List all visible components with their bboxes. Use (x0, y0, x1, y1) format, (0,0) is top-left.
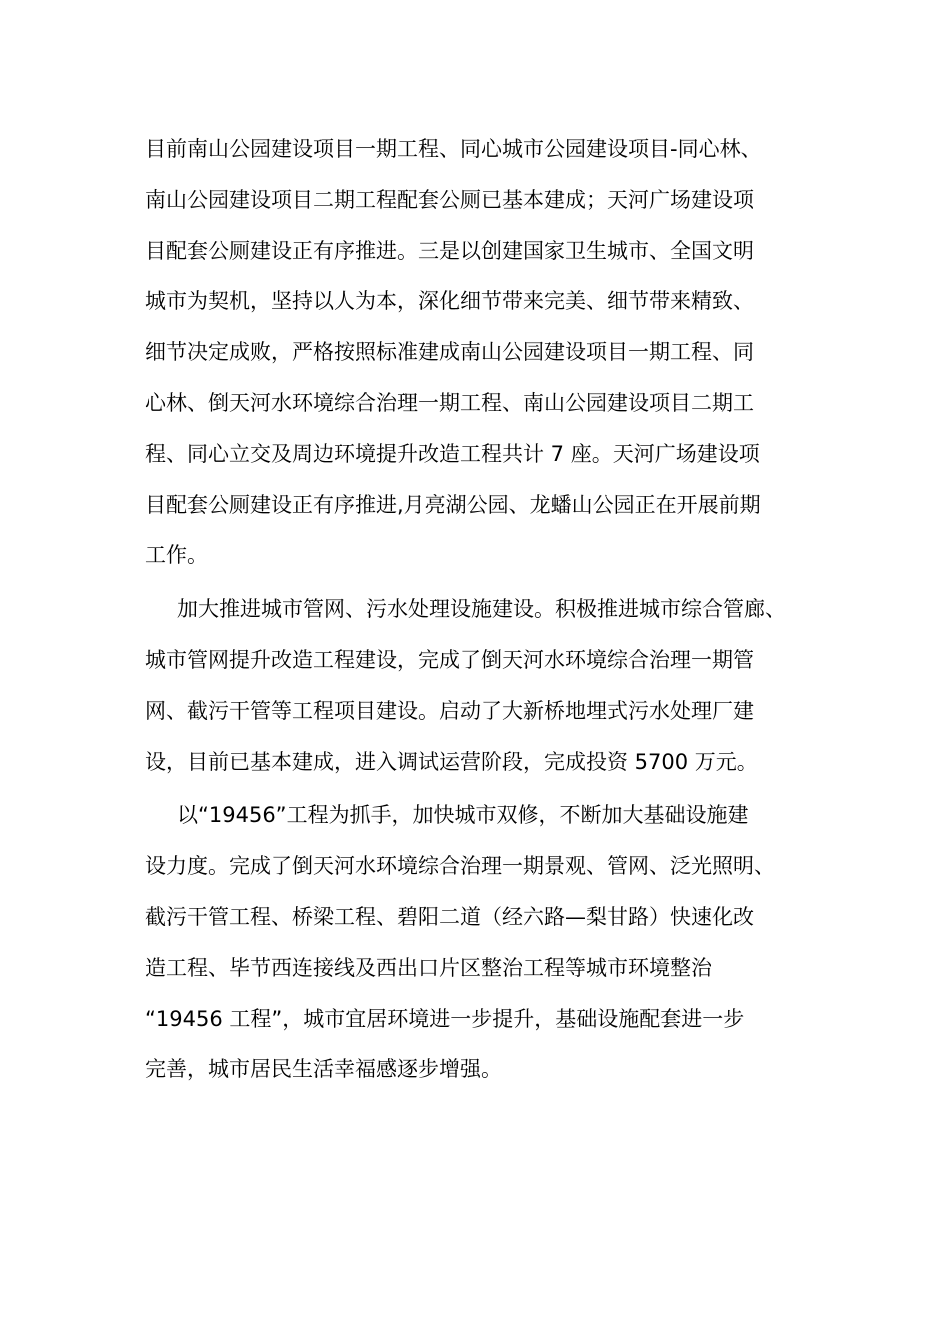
text-line: 完善，城市居民生活幸福感逐步增强。 (145, 1057, 502, 1082)
paragraph-3 (145, 790, 815, 1095)
text-line: 目前南山公园建设项目一期工程、同心城市公园建设项目-同心林、 (145, 137, 762, 161)
text-line: 心林、倒天河水环境综合治理一期工程、南山公园建设项目二期工 (145, 390, 754, 415)
text-line: 造工程、毕节西连接线及西出口片区整治工程等城市环境整治 (145, 955, 712, 980)
text-line: 设，目前已基本建成，进入调试运营阶段，完成投资 5700 万元。 (145, 749, 758, 774)
text-line: 目配套公厕建设正有序推进。三是以创建国家卫生城市、全国文明 (145, 238, 754, 263)
text-line: 南山公园建设项目二期工程配套公厕已基本建成；天河广场建设项 (145, 187, 754, 212)
text-line: 城市为契机，坚持以人为本，深化细节带来完美、细节带来精致、 (145, 289, 754, 314)
text-line: 工作。 (145, 543, 208, 568)
text-line: 细节决定成败，严格按照标准建成南山公园建设项目一期工程、同 (145, 340, 754, 365)
text-line: 加大推进城市管网、污水处理设施建设。积极推进城市综合管廊、 (177, 597, 786, 622)
text-line: 网、截污干管等工程项目建设。启动了大新桥地埋式污水处理厂建 (145, 698, 754, 723)
text-line: 以“19456”工程为抓手，加快城市双修，不断加大基础设施建 (177, 803, 749, 828)
text-line: 程、同心立交及周边环境提升改造工程共计 7 座。天河广场建设项 (145, 441, 760, 466)
text-line: 截污干管工程、桥梁工程、碧阳二道（经六路—梨甘路）快速化改 (145, 904, 754, 929)
paragraph-1 (145, 124, 815, 581)
body-text (145, 124, 815, 1095)
text-line: 目配套公厕建设正有序推进,月亮湖公园、龙蟠山公园正在开展前期 (145, 492, 761, 517)
text-line: 设力度。完成了倒天河水环境综合治理一期景观、管网、泛光照明、 (145, 854, 775, 879)
text-line: “19456 工程”，城市宜居环境进一步提升，基础设施配套进一步 (145, 1006, 745, 1031)
paragraph-2 (145, 584, 815, 787)
text-line: 城市管网提升改造工程建设，完成了倒天河水环境综合治理一期管 (145, 647, 754, 672)
